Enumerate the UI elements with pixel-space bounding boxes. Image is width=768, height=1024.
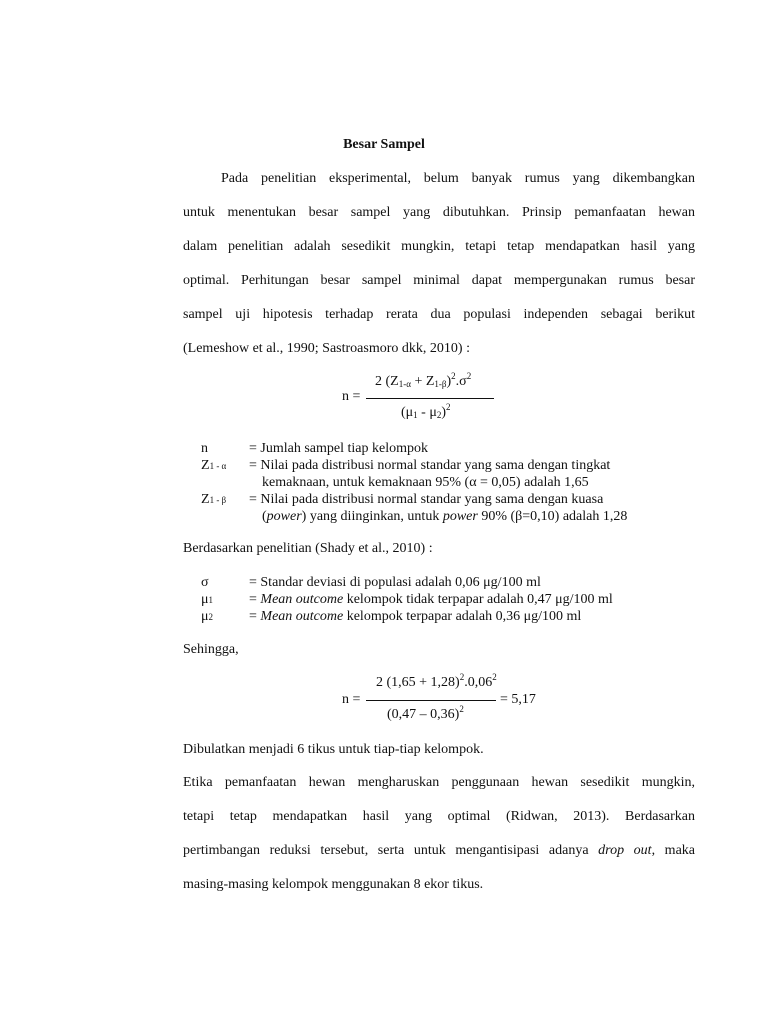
- document-page: Besar Sampel Pada penelitian eksperimental, belum banyak rumus yang dikembangkan untuk menentukan besar sampel yang dibutuhkan. Prinsip pemanfaatan hewan dalam penelitian adalah sesedikit mungkin, tetapi tetap mendapatkan hasil yang optimal. Perhitungan besar sampel minimal dapat mempergunakan rumus besar sampel uji hipotesis terhadap rerata dua populasi independen sebagai berikut (Lemeshow et al., 1990; Sastroasmoro dkk, 2010) : 2 $(Z_{1-\alpha} + Z_{1-\beta})^2.\sigma^2$ n = $(\mu_1 - \mu_2)^2$ n = Jumlah sampel tiap kelompok Z1 - α = Nilai pada distribusi normal standar yang sama dengan tingkat kemaknaan, untuk kemaknaan 95% (α = 0,05) adalah 1,65 Z1 - β = Nilai pada distribusi normal standar yang sama dengan kuasa (power) yang diinginkan, untuk power 90% (β=0,10) adalah 1,28 Berdasarkan penelitian (Shady et al., 2010) : σ = Standar deviasi di populasi adalah 0,06 μg/100 ml μ1 = Mean outcome kelompok tidak terpapar adalah 0,47 μg/100 ml μ2 = Mean outcome kelompok terpapar adalah 0,36 μg/100 ml Sehingga, 2 $(1,65 + 1,28)^2.0,06^2$ n = = 5,17 (0,47 – 0,36)$^2$ Dibulatkan menjadi 6 tikus untuk tiap-tiap kelompok. Etika pemanfaatan hewan mengharuskan penggunaan hewan sesedikit mungkin, tetapi tetap mendapatkan hasil yang optimal (Ridwan, 2013). Berdasarkan pertimbangan reduksi tersebut, serta untuk mengantisipasi adanya drop out, maka masing-masing kelompok menggunakan 8 ekor tikus.: [0, 0, 768, 1024]
- paragraph-line: sampel uji hipotesis terhadap rerata dua populasi independen sebagai berikut: [183, 307, 695, 322]
- calculation-lhs: n =: [342, 692, 361, 707]
- calculation-result: = 5,17: [500, 692, 536, 707]
- formula-numerator: 2 $(Z_{1-\alpha} + Z_{1-\beta})^2.\sigma^2$: [375, 371, 472, 389]
- paragraph-line: (Lemeshow et al., 1990; Sastroasmoro dkk, 2010) :: [183, 341, 470, 356]
- paragraph-line: pertimbangan reduksi tersebut, serta untuk mengantisipasi adanya drop out, maka: [183, 843, 695, 858]
- paragraph-line: Pada penelitian eksperimental, belum banyak rumus yang dikembangkan: [221, 171, 695, 186]
- page-title: Besar Sampel: [343, 137, 425, 152]
- fraction-bar: [366, 398, 494, 399]
- formula-lhs: n =: [342, 389, 361, 404]
- formula-denominator: $(\mu_1 - \mu_2)^2$: [401, 402, 451, 420]
- paragraph-line: optimal. Perhitungan besar sampel minimal dapat mempergunakan rumus besar: [183, 273, 695, 288]
- calculation-denominator: (0,47 – 0,36)$^2$: [387, 704, 464, 722]
- paragraph-line: untuk menentukan besar sampel yang dibutuhkan. Prinsip pemanfaatan hewan: [183, 205, 695, 220]
- source-line: Berdasarkan penelitian (Shady et al., 2010) :: [183, 541, 433, 556]
- fraction-bar: [366, 700, 496, 701]
- paragraph-line: Etika pemanfaatan hewan mengharuskan penggunaan hewan sesedikit mungkin,: [183, 775, 695, 790]
- paragraph-line: tetapi tetap mendapatkan hasil yang optimal (Ridwan, 2013). Berdasarkan: [183, 809, 695, 824]
- paragraph-line: dalam penelitian adalah sesedikit mungkin, tetapi tetap mendapatkan hasil yang: [183, 239, 695, 254]
- calculation-numerator: 2 $(1,65 + 1,28)^2.0,06^2$: [376, 672, 497, 690]
- intro-paragraph: [183, 162, 695, 366]
- sehingga-line: Sehingga,: [183, 642, 239, 657]
- ethics-paragraph: [183, 766, 695, 902]
- paragraph-line: masing-masing kelompok menggunakan 8 ekor tikus.: [183, 877, 484, 892]
- rounded-result-line: Dibulatkan menjadi 6 tikus untuk tiap-tiap kelompok.: [183, 742, 484, 757]
